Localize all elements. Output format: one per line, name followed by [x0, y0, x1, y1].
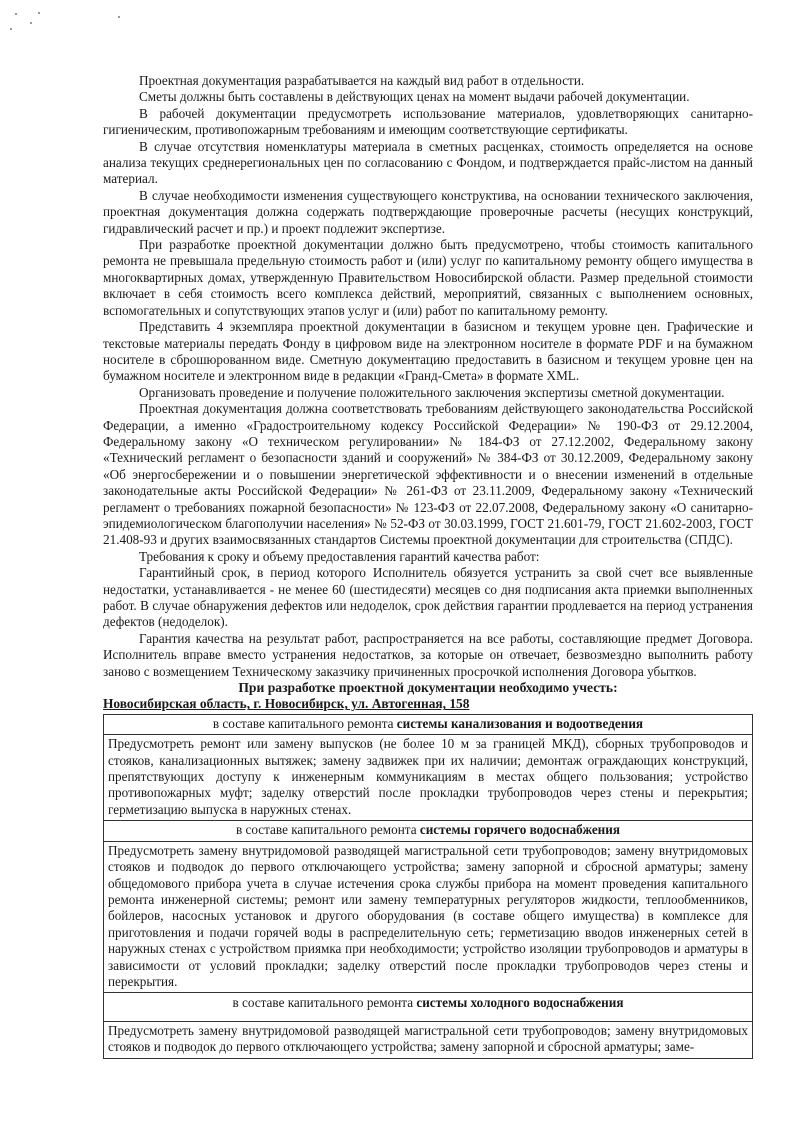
document-page: [103, 73, 753, 1059]
scan-speck: [38, 12, 40, 14]
section-header: [104, 714, 753, 734]
scan-speck: [15, 13, 17, 15]
scan-speck: [30, 22, 32, 24]
paragraph: Сметы должны быть составлены в действующих ценах на момент выдачи рабочей документации.: [139, 89, 690, 105]
address-line: Новосибирская область, г. Новосибирск, ул. Автогенная, 158: [103, 696, 470, 712]
section-header: [104, 821, 753, 841]
table-row: [104, 735, 753, 821]
paragraph: Гарантия качества на результат работ, распространяется на все работы, составляющие предмет Договора. Исполнитель вправе вместо устранения недостатков, за которые он отвечает, безвозмездно выполнить работу заново с возмещением Техническому заказчику причиненных просрочкой исполнения Договора убытков.: [103, 630, 753, 679]
section-body: Предусмотреть замену внутридомовой разводящей магистральной сети трубопроводов; замену внутридомовых стояков и подводок до первого отключающего устройства; замену запорной и сбросной арматуры; заме-: [104, 1021, 753, 1058]
paragraph: При разработке проектной документации должно быть предусмотрено, чтобы стоимость капитального ремонта не превышала предельную стоимость работ и (или) услуг по капитальному ремонту общего имущества в многоквартирных домах, утвержденную Правительством Новосибирской области. Размер предельной стоимости включает в себя стоимость всего комплекса действий, мероприятий, связанных с выполнением основных, вспомогательных и сопутствующих этапов услуг и (или) работ по капитальному ремонту.: [103, 237, 753, 318]
table-row: [104, 714, 753, 734]
paragraph: Требования к сроку и объему предоставления гарантий качества работ:: [139, 548, 540, 564]
section-header: [104, 993, 753, 1021]
section-body: Предусмотреть ремонт или замену выпусков (не более 10 м за границей МКД), сборных трубопроводов и стояков, канализационных вытяжек; замену задвижек при их наличии; демонтаж ограждающих конструкций, препятствующих доступу к инженерным коммуникациям в местах общего пользования; устройство противопожарных муфт; заделку отверстий после прокладки трубопроводов через стены и перекрытия; герметизацию выпуска в наружных стенах.: [104, 735, 753, 821]
scan-speck: [118, 16, 120, 18]
header-prefix: в составе капитального ремонта: [212, 715, 397, 731]
section-heading: При разработке проектной документации необходимо учесть:: [238, 680, 618, 696]
header-prefix: в составе капитального ремонта: [232, 995, 417, 1011]
header-system: системы холодного водоснабжения: [416, 995, 624, 1011]
paragraph: Представить 4 экземпляра проектной документации в базисном и текущем уровне цен. Графические и текстовые материалы передать Фонду в цифровом виде на электронном носителе в формате PDF и на бумажном носителе в сброшюрованном виде. Сметную документацию предоставить в базисном и текущем уровне цен на бумажном носителе и электронном виде в редакции «Гранд-Смета» в формате XML.: [103, 319, 753, 384]
header-system: системы канализования и водоотведения: [396, 715, 644, 731]
table-row: [104, 993, 753, 1021]
paragraph: Гарантийный срок, в период которого Исполнитель обязуется устранить за свой счет все выявленные недостатки, устанавливается - не менее 60 (шестидесяти) месяцев со дня подписания акта приемки выполненных работ. В случае обнаружения дефектов или недоделок, срок действия гарантии продлевается на период устранения дефектов (недоделок).: [103, 565, 753, 630]
header-prefix: в составе капитального ремонта: [235, 822, 420, 838]
scan-speck: [10, 28, 12, 30]
paragraph: Проектная документация разрабатывается на каждый вид работ в отдельности.: [139, 73, 585, 88]
table-row: [104, 1021, 753, 1058]
section-body: Предусмотреть замену внутридомовой разводящей магистральной сети трубопроводов; замену внутридомовых стояков и подводок до первого отключающего устройства; замену запорной и сбросной арматуры; замену общедомового прибора учета в случае истечения срока службы прибора на момент проведения капитального ремонта инженерной системы; ремонт или замену температурных регуляторов жидкости, теплообменников, бойлеров, насосных установок и другого оборудования (в составе общего имущества) в комплексе для приготовления и подачи горячей воды в распределительную сеть; герметизацию вводов инженерных сетей в наружных стенах с устройством приямка при необходимости; устройство изоляции трубопроводов и арматуры в зависимости от условий прокладки; заделку отверстий после прокладки трубопроводов через стены и перекрытия.: [104, 841, 753, 993]
paragraph: Проектная документация должна соответствовать требованиям действующего законодательства Российской Федерации, а именно «Градостроительному кодексу Российской Федерации» № 190-ФЗ от 29.12.2004, Федеральному закону «О техническом регулировании» № 184-ФЗ от 27.12.2002, Федеральному закону «Технический регламент о безопасности зданий и сооружений» № 384-ФЗ от 30.12.2009, Федеральному закону «Об энергосбережении и о повышении энергетической эффективности и о внесении изменений в отдельные законодательные акты Российской Федерации» № 261-ФЗ от 23.11.2009, Федеральному закону «Технический регламент о требованиях пожарной безопасности» № 123-ФЗ от 22.07.2008, Федеральному закону «О санитарно-эпидемиологическом благополучии населения» № 52-ФЗ от 30.03.1999, ГОСТ 21.601-79, ГОСТ 21.602-2003, ГОСТ 21.408-93 и других взаимосвязанных стандартов Системы проектной документации для строительства (СПДС).: [103, 401, 753, 548]
requirements-table: [103, 714, 753, 1059]
paragraph: В случае отсутствия номенклатуры материала в сметных расценках, стоимость определяется на основе анализа текущих среднерегиональных цен по согласованию с Фондом, и подтверждается прайс-листом на данный материал.: [103, 138, 753, 187]
table-row: [104, 821, 753, 841]
table-row: [104, 841, 753, 993]
header-system: системы горячего водоснабжения: [419, 822, 621, 838]
paragraph: В случае необходимости изменения существующего конструктива, на основании технического заключения, проектная документация должна содержать подтверждающие проверочные расчеты (несущих конструкций, гидравлический расчет и пр.) и проект подлежит экспертизе.: [103, 187, 753, 236]
paragraph: В рабочей документации предусмотреть использование материалов, удовлетворяющих санитарно-гигиеническим, противопожарным требованиям и имеющим соответствующие сертификаты.: [103, 105, 753, 138]
paragraph: Организовать проведение и получение положительного заключения экспертизы сметной документации.: [139, 384, 725, 400]
